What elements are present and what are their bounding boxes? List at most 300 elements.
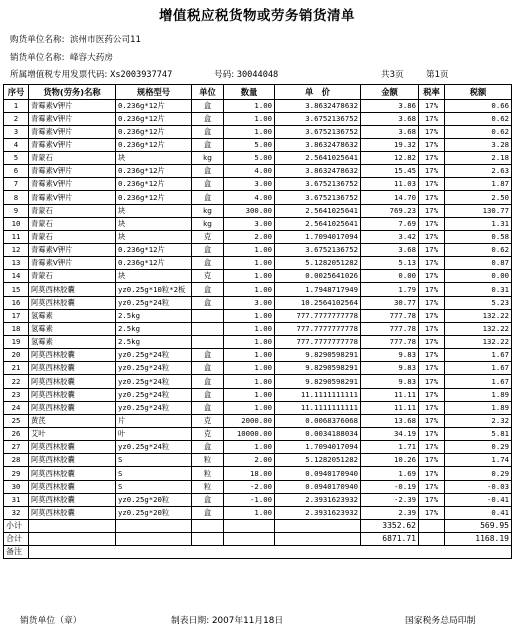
cell-goods-name: 黄芪	[29, 414, 116, 427]
cell-tax-amount: 3.28	[445, 138, 512, 151]
cell-unit-price: 11.1111111111	[275, 388, 361, 401]
cell-spec: yz0.25g*20粒	[116, 506, 192, 519]
cell-unit	[192, 309, 224, 322]
cell-unit-price: 2.5641025641	[275, 204, 361, 217]
cell-amount: 9.83	[361, 375, 419, 388]
table-row	[4, 349, 512, 362]
cell-amount: 777.78	[361, 309, 419, 322]
cell-quantity: 1.00	[224, 283, 275, 296]
cell-goods-name: 阿莫西林胶囊	[29, 506, 116, 519]
cell-tax-amount: -0.03	[445, 480, 512, 493]
cell-tax-rate: 17%	[419, 506, 445, 519]
cell-goods-name: 阿莫西林胶囊	[29, 454, 116, 467]
cell-spec: yz0.25g*10粒*2板	[116, 283, 192, 296]
cell-quantity: 1.00	[224, 322, 275, 335]
cell-tax-rate: 17%	[419, 257, 445, 270]
cell-amount: 1.71	[361, 441, 419, 454]
cell-quantity: 1.00	[224, 244, 275, 257]
cell-spec: 块	[116, 204, 192, 217]
table-row	[4, 375, 512, 388]
cell-quantity: 1.00	[224, 401, 275, 414]
remarks-label: 备注	[4, 546, 29, 559]
cell-unit: 盒	[192, 506, 224, 519]
cell-goods-name: 阿莫西林胶囊	[29, 296, 116, 309]
cell-tax-rate: 17%	[419, 230, 445, 243]
cell-quantity: 18.00	[224, 467, 275, 480]
cell-no: 25	[4, 414, 29, 427]
cell-unit-price: 2.3931623932	[275, 506, 361, 519]
cell-spec: 0.236g*12片	[116, 165, 192, 178]
cell-no: 5	[4, 152, 29, 165]
cell-quantity: 1.00	[224, 99, 275, 112]
cell-tax-amount: 2.63	[445, 165, 512, 178]
cell-unit: 盒	[192, 191, 224, 204]
cell-tax-rate: 17%	[419, 428, 445, 441]
cell-quantity: -2.00	[224, 480, 275, 493]
cell-goods-name: 青蒙石	[29, 270, 116, 283]
cell-tax-amount: 0.29	[445, 441, 512, 454]
cell-quantity: 3.00	[224, 296, 275, 309]
cell-tax-amount: 130.77	[445, 204, 512, 217]
cell-amount: 14.70	[361, 191, 419, 204]
cell-unit-price: 3.6752136752	[275, 244, 361, 257]
cell-quantity: 1.00	[224, 506, 275, 519]
cell-amount: 3.68	[361, 244, 419, 257]
cell-amount: 1.69	[361, 467, 419, 480]
cell-tax-amount: 1.89	[445, 388, 512, 401]
cell-goods-name: 青霉素V钾片	[29, 138, 116, 151]
cell-tax-rate: 17%	[419, 112, 445, 125]
cell-goods-name: 青蒙石	[29, 217, 116, 230]
cell-quantity: 1.00	[224, 336, 275, 349]
cell-goods-name: 阿莫西林胶囊	[29, 388, 116, 401]
cell-quantity: 1.00	[224, 388, 275, 401]
cell-no: 19	[4, 336, 29, 349]
cell-unit: 盒	[192, 283, 224, 296]
cell-amount: 777.78	[361, 336, 419, 349]
invoice-number-label: 号码:	[214, 70, 235, 80]
cell-tax-amount: 1.31	[445, 217, 512, 230]
table-row	[4, 401, 512, 414]
cell-unit-price: 777.7777777778	[275, 309, 361, 322]
cell-spec: yz0.25g*24粒	[116, 296, 192, 309]
cell-unit: 盒	[192, 441, 224, 454]
invoice-code-label: 所属增值税专用发票代码:	[10, 70, 108, 80]
cell-amount: 34.19	[361, 428, 419, 441]
cell-goods-name: 青霉素V钾片	[29, 165, 116, 178]
table-row	[4, 257, 512, 270]
cell-goods-name: 阿莫西林胶囊	[29, 283, 116, 296]
total-tax: 1168.19	[445, 533, 512, 546]
table-row	[4, 99, 512, 112]
cell-unit: 盒	[192, 257, 224, 270]
cell-goods-name: 阿莫西林胶囊	[29, 375, 116, 388]
cell-unit-price: 11.1111111111	[275, 401, 361, 414]
cell-spec: S	[116, 480, 192, 493]
seller-label: 销货单位名称:	[10, 53, 65, 63]
cell-goods-name: 氢霉素	[29, 336, 116, 349]
cell-no: 6	[4, 165, 29, 178]
cell-quantity: 1.00	[224, 441, 275, 454]
cell-unit: 盒	[192, 349, 224, 362]
cell-goods-name: 艾叶	[29, 428, 116, 441]
cell-tax-amount: 0.00	[445, 270, 512, 283]
cell-goods-name: 阿莫西林胶囊	[29, 441, 116, 454]
cell-tax-rate: 17%	[419, 454, 445, 467]
cell-quantity: -1.00	[224, 493, 275, 506]
cell-unit: 粒	[192, 480, 224, 493]
invoice-number-line	[214, 68, 278, 80]
footer-date: 制表日期: 2007年11月18日	[171, 616, 284, 626]
cell-quantity: 4.00	[224, 165, 275, 178]
cell-no: 21	[4, 362, 29, 375]
cell-tax-rate: 17%	[419, 349, 445, 362]
footer-printer: 国家税务总局印制	[405, 616, 476, 626]
cell-amount: 3.86	[361, 99, 419, 112]
cell-spec: S	[116, 467, 192, 480]
cell-no: 10	[4, 217, 29, 230]
cell-tax-amount: 1.74	[445, 454, 512, 467]
cell-spec: 叶	[116, 428, 192, 441]
cell-amount: -2.39	[361, 493, 419, 506]
cell-tax-amount: 0.62	[445, 125, 512, 138]
cell-tax-amount: 0.29	[445, 467, 512, 480]
table-row	[4, 414, 512, 427]
cell-quantity: 300.00	[224, 204, 275, 217]
cell-unit: 粒	[192, 454, 224, 467]
cell-no: 15	[4, 283, 29, 296]
cell-amount: 9.83	[361, 349, 419, 362]
seller-line	[10, 51, 113, 63]
header-unit: 单位	[192, 85, 224, 100]
subtotal-amount: 3352.62	[361, 520, 419, 533]
cell-unit-price: 1.7094017094	[275, 230, 361, 243]
cell-unit: kg	[192, 217, 224, 230]
cell-unit-price: 3.6752136752	[275, 191, 361, 204]
cell-goods-name: 阿莫西林胶囊	[29, 349, 116, 362]
footer-seller-seal: 销货单位（章）	[20, 616, 82, 626]
cell-unit-price: 777.7777777778	[275, 322, 361, 335]
cell-tax-amount: 1.89	[445, 401, 512, 414]
cell-tax-rate: 17%	[419, 165, 445, 178]
cell-no: 22	[4, 375, 29, 388]
table-row	[4, 362, 512, 375]
cell-unit: 盒	[192, 178, 224, 191]
cell-unit-price: 3.6752136752	[275, 112, 361, 125]
cell-goods-name: 阿莫西林胶囊	[29, 480, 116, 493]
cell-unit-price: 1.7948717949	[275, 283, 361, 296]
cell-quantity: 2.00	[224, 230, 275, 243]
cell-amount: 7.69	[361, 217, 419, 230]
cell-goods-name: 青蒙石	[29, 230, 116, 243]
table-row	[4, 270, 512, 283]
cell-spec: 0.236g*12片	[116, 244, 192, 257]
invoice-code: Xs2003937747	[110, 70, 173, 80]
cell-no: 13	[4, 257, 29, 270]
cell-no: 4	[4, 138, 29, 151]
cell-spec: yz0.25g*20粒	[116, 493, 192, 506]
cell-quantity: 1.00	[224, 375, 275, 388]
header-tax-amount: 税额	[445, 85, 512, 100]
cell-unit-price: 10.2564102564	[275, 296, 361, 309]
cell-unit-price: 2.3931623932	[275, 493, 361, 506]
cell-tax-rate: 17%	[419, 125, 445, 138]
cell-no: 17	[4, 309, 29, 322]
cell-amount: 777.78	[361, 322, 419, 335]
cell-no: 7	[4, 178, 29, 191]
cell-quantity: 5.00	[224, 138, 275, 151]
header-amount: 金额	[361, 85, 419, 100]
cell-tax-rate: 17%	[419, 401, 445, 414]
table-row	[4, 138, 512, 151]
cell-goods-name: 氢霉素	[29, 309, 116, 322]
table-row	[4, 178, 512, 191]
cell-unit-price: 5.1282051282	[275, 257, 361, 270]
cell-amount: 2.39	[361, 506, 419, 519]
remarks-content	[29, 546, 512, 559]
cell-amount: 30.77	[361, 296, 419, 309]
table-row	[4, 296, 512, 309]
header-quantity: 数量	[224, 85, 275, 100]
cell-unit: 盒	[192, 362, 224, 375]
cell-tax-rate: 17%	[419, 178, 445, 191]
cell-unit-price: 3.6752136752	[275, 178, 361, 191]
cell-quantity: 5.00	[224, 152, 275, 165]
table-header-row	[4, 85, 512, 100]
goods-table	[3, 84, 512, 559]
buyer-name: 滨州市医药公司11	[69, 35, 142, 45]
cell-unit: 克	[192, 270, 224, 283]
cell-tax-rate: 17%	[419, 493, 445, 506]
cell-tax-amount: 1.67	[445, 375, 512, 388]
cell-unit: kg	[192, 204, 224, 217]
cell-goods-name: 阿莫西林胶囊	[29, 467, 116, 480]
buyer-label: 购货单位名称:	[10, 35, 65, 45]
cell-spec: 0.236g*12片	[116, 112, 192, 125]
cell-quantity: 1.00	[224, 349, 275, 362]
cell-quantity: 3.00	[224, 178, 275, 191]
table-row	[4, 217, 512, 230]
cell-quantity: 1.00	[224, 362, 275, 375]
cell-goods-name: 青霉素V钾片	[29, 112, 116, 125]
total-label: 合计	[4, 533, 29, 546]
cell-quantity: 1.00	[224, 125, 275, 138]
page-current: 第1页	[426, 70, 449, 80]
cell-unit-price: 0.0034188034	[275, 428, 361, 441]
cell-unit-price: 3.6752136752	[275, 125, 361, 138]
cell-unit: 盒	[192, 244, 224, 257]
table-row	[4, 309, 512, 322]
cell-tax-rate: 17%	[419, 244, 445, 257]
cell-quantity: 10000.00	[224, 428, 275, 441]
cell-spec: yz0.25g*24粒	[116, 401, 192, 414]
cell-unit: 粒	[192, 467, 224, 480]
cell-tax-rate: 17%	[419, 362, 445, 375]
cell-amount: 3.68	[361, 112, 419, 125]
cell-quantity: 1.00	[224, 309, 275, 322]
cell-no: 18	[4, 322, 29, 335]
table-row	[4, 506, 512, 519]
cell-unit: 盒	[192, 112, 224, 125]
cell-goods-name: 青霉素V钾片	[29, 99, 116, 112]
cell-spec: 0.236g*12片	[116, 138, 192, 151]
header-unit-price: 单 价	[275, 85, 361, 100]
cell-spec: yz0.25g*24粒	[116, 441, 192, 454]
cell-unit: kg	[192, 152, 224, 165]
cell-unit-price: 9.8290598291	[275, 349, 361, 362]
cell-unit-price: 0.0068376068	[275, 414, 361, 427]
table-row	[4, 244, 512, 257]
cell-goods-name: 青霉素V钾片	[29, 257, 116, 270]
cell-spec: 2.5kg	[116, 336, 192, 349]
cell-no: 24	[4, 401, 29, 414]
cell-tax-amount: 132.22	[445, 309, 512, 322]
table-row	[4, 230, 512, 243]
total-row	[4, 533, 512, 546]
cell-tax-rate: 17%	[419, 309, 445, 322]
cell-unit: 盒	[192, 165, 224, 178]
header-spec: 规格型号	[116, 85, 192, 100]
table-row	[4, 428, 512, 441]
table-row	[4, 454, 512, 467]
cell-quantity: 1.00	[224, 257, 275, 270]
cell-spec: yz0.25g*24粒	[116, 362, 192, 375]
cell-tax-rate: 17%	[419, 99, 445, 112]
cell-no: 11	[4, 230, 29, 243]
cell-quantity: 1.00	[224, 270, 275, 283]
cell-unit: 盒	[192, 375, 224, 388]
cell-tax-amount: 5.81	[445, 428, 512, 441]
table-row	[4, 204, 512, 217]
cell-goods-name: 青蒙石	[29, 152, 116, 165]
cell-tax-amount: 0.31	[445, 283, 512, 296]
cell-tax-rate: 17%	[419, 467, 445, 480]
header-no: 序号	[4, 85, 29, 100]
cell-unit: 盒	[192, 99, 224, 112]
cell-tax-amount: 2.32	[445, 414, 512, 427]
cell-tax-rate: 17%	[419, 322, 445, 335]
cell-tax-rate: 17%	[419, 138, 445, 151]
cell-goods-name: 阿莫西林胶囊	[29, 401, 116, 414]
cell-tax-rate: 17%	[419, 204, 445, 217]
cell-unit	[192, 336, 224, 349]
cell-unit-price: 9.8290598291	[275, 362, 361, 375]
cell-goods-name: 阿莫西林胶囊	[29, 493, 116, 506]
cell-tax-amount: 1.87	[445, 178, 512, 191]
cell-tax-amount: -0.41	[445, 493, 512, 506]
cell-spec: 0.236g*12片	[116, 191, 192, 204]
cell-unit-price: 1.7094017094	[275, 441, 361, 454]
table-row	[4, 336, 512, 349]
cell-no: 3	[4, 125, 29, 138]
cell-tax-amount: 1.67	[445, 362, 512, 375]
cell-no: 27	[4, 441, 29, 454]
cell-no: 14	[4, 270, 29, 283]
cell-spec: 0.236g*12片	[116, 125, 192, 138]
cell-quantity: 1.00	[224, 112, 275, 125]
cell-no: 32	[4, 506, 29, 519]
cell-tax-amount: 0.41	[445, 506, 512, 519]
cell-no: 8	[4, 191, 29, 204]
cell-spec: yz0.25g*24粒	[116, 349, 192, 362]
cell-spec: 块	[116, 270, 192, 283]
cell-unit-price: 2.5641025641	[275, 217, 361, 230]
table-row	[4, 441, 512, 454]
cell-spec: 块	[116, 230, 192, 243]
cell-no: 2	[4, 112, 29, 125]
table-row	[4, 165, 512, 178]
cell-goods-name: 青霉素V钾片	[29, 178, 116, 191]
cell-amount: 11.11	[361, 388, 419, 401]
cell-amount: 13.68	[361, 414, 419, 427]
cell-quantity: 4.00	[224, 191, 275, 204]
cell-unit-price: 9.8290598291	[275, 375, 361, 388]
table-row	[4, 191, 512, 204]
cell-tax-amount: 0.87	[445, 257, 512, 270]
cell-tax-amount: 0.58	[445, 230, 512, 243]
cell-unit: 盒	[192, 401, 224, 414]
cell-amount: 15.45	[361, 165, 419, 178]
cell-unit-price: 5.1282051282	[275, 454, 361, 467]
cell-spec: yz0.25g*24粒	[116, 388, 192, 401]
table-row	[4, 125, 512, 138]
cell-no: 23	[4, 388, 29, 401]
cell-no: 9	[4, 204, 29, 217]
cell-goods-name: 青霉素V钾片	[29, 244, 116, 257]
cell-spec: 块	[116, 152, 192, 165]
cell-spec: 0.236g*12片	[116, 99, 192, 112]
invoice-number: 30044048	[236, 70, 279, 80]
cell-amount: 3.42	[361, 230, 419, 243]
cell-amount: 1.79	[361, 283, 419, 296]
cell-tax-amount: 2.50	[445, 191, 512, 204]
cell-spec: 2.5kg	[116, 322, 192, 335]
table-row	[4, 493, 512, 506]
page-total: 共3页	[381, 70, 404, 80]
cell-spec: 2.5kg	[116, 309, 192, 322]
cell-no: 1	[4, 99, 29, 112]
invoice-code-line	[10, 68, 172, 80]
cell-tax-rate: 17%	[419, 191, 445, 204]
cell-tax-rate: 17%	[419, 388, 445, 401]
cell-amount: 3.68	[361, 125, 419, 138]
cell-unit-price: 3.8632478632	[275, 138, 361, 151]
cell-tax-rate: 17%	[419, 336, 445, 349]
cell-unit: 盒	[192, 493, 224, 506]
cell-unit-price: 0.0025641026	[275, 270, 361, 283]
cell-quantity: 2000.00	[224, 414, 275, 427]
cell-goods-name: 阿莫西林胶囊	[29, 362, 116, 375]
cell-unit-price: 777.7777777778	[275, 336, 361, 349]
subtotal-row	[4, 520, 512, 533]
header-tax-rate: 税率	[419, 85, 445, 100]
cell-tax-amount: 0.66	[445, 99, 512, 112]
cell-amount: -0.19	[361, 480, 419, 493]
cell-unit: 克	[192, 414, 224, 427]
cell-tax-rate: 17%	[419, 414, 445, 427]
cell-tax-amount: 0.62	[445, 244, 512, 257]
buyer-line	[10, 33, 141, 45]
cell-unit-price: 3.8632478632	[275, 165, 361, 178]
cell-unit: 盒	[192, 296, 224, 309]
cell-tax-rate: 17%	[419, 375, 445, 388]
document-title: 增值税应税货物或劳务销货清单	[159, 8, 355, 24]
cell-unit: 克	[192, 230, 224, 243]
cell-amount: 0.00	[361, 270, 419, 283]
cell-no: 29	[4, 467, 29, 480]
cell-no: 20	[4, 349, 29, 362]
cell-amount: 5.13	[361, 257, 419, 270]
